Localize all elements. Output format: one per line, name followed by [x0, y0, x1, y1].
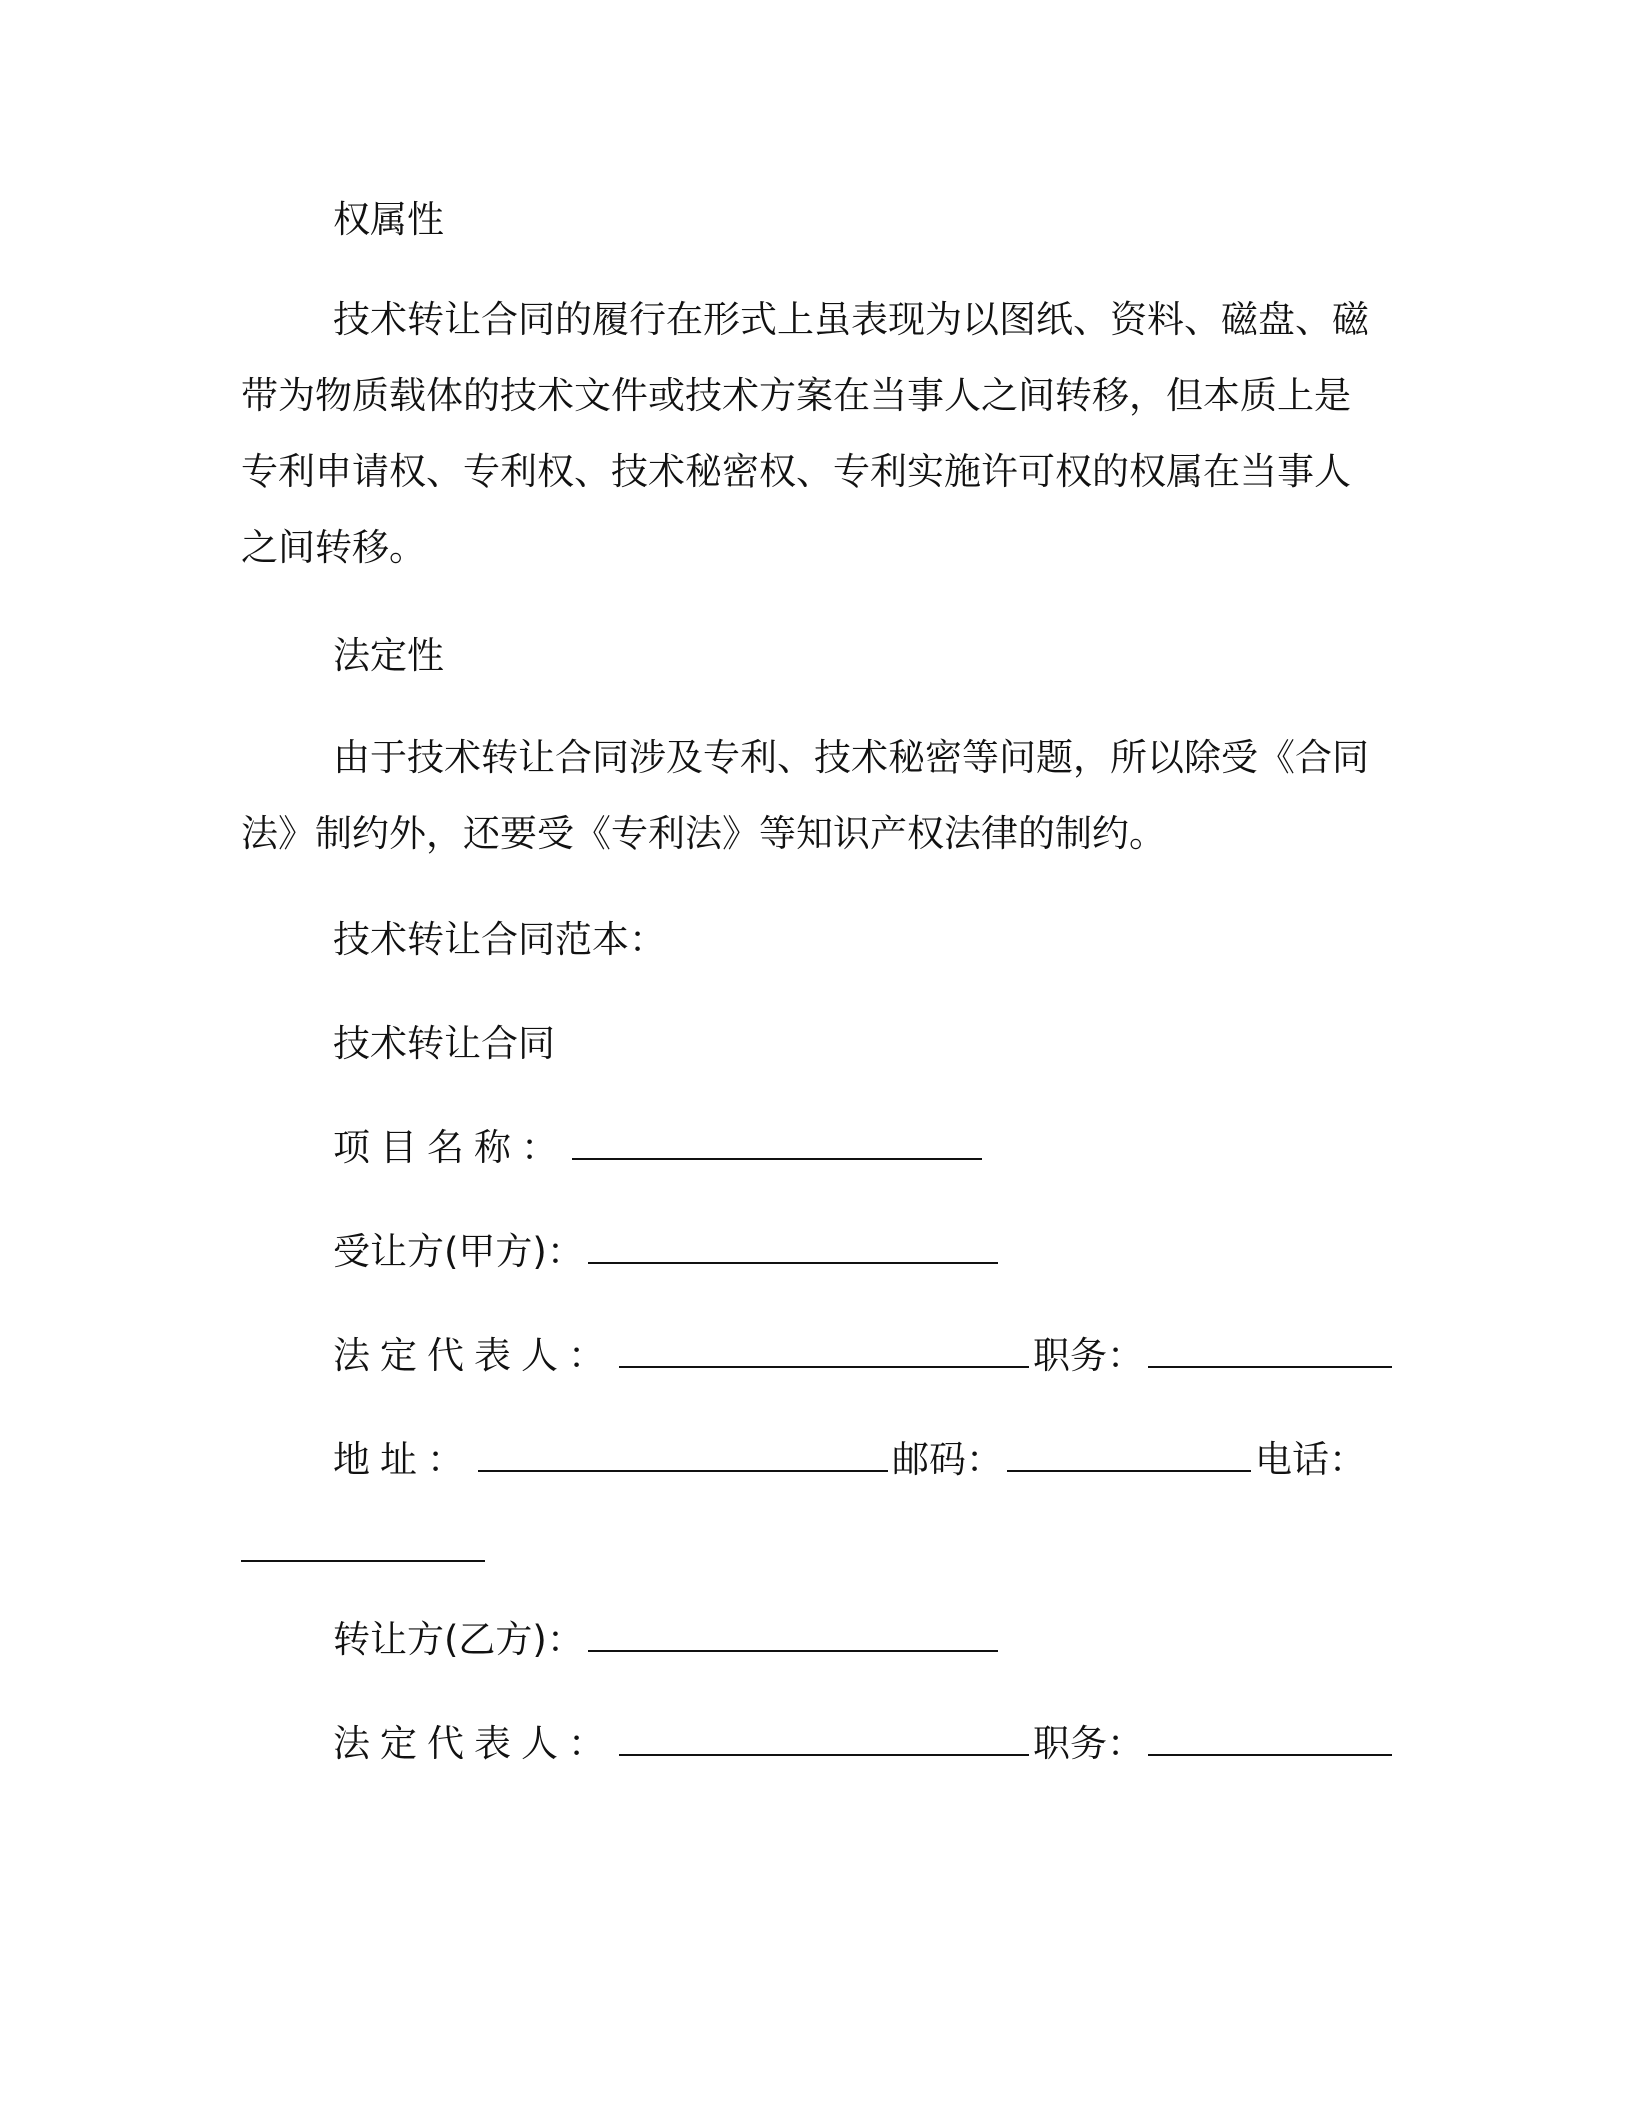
address-row — [333, 1438, 1366, 1482]
position-a-label: 职务： — [1033, 1334, 1144, 1377]
paragraph-ownership-line-3: 专利申请权、专利权、技术秘密权、专利实施许可权的权属在当事人 — [241, 450, 1351, 493]
phone-row — [241, 1528, 489, 1572]
postcode-blank[interactable] — [1007, 1440, 1251, 1472]
legal-rep-b-label: 法定代表人： — [333, 1722, 615, 1765]
phone-blank[interactable] — [241, 1530, 485, 1562]
legal-rep-b-blank[interactable] — [619, 1724, 1029, 1756]
legal-rep-a-label: 法定代表人： — [333, 1334, 615, 1377]
postcode-label: 邮码： — [892, 1438, 1003, 1481]
paragraph-legality-line-1: 由于技术转让合同涉及专利、技术秘密等问题，所以除受《合同 — [333, 736, 1369, 779]
paragraph-ownership-line-4: 之间转移。 — [241, 526, 426, 569]
project-name-blank[interactable] — [572, 1128, 982, 1160]
paragraph-ownership-line-1: 技术转让合同的履行在形式上虽表现为以图纸、资料、磁盘、磁 — [333, 298, 1369, 341]
sample-intro: 技术转让合同范本： — [333, 918, 666, 961]
position-a-blank[interactable] — [1148, 1336, 1392, 1368]
address-blank[interactable] — [478, 1440, 888, 1472]
paragraph-ownership-line-2: 带为物质载体的技术文件或技术方案在当事人之间转移，但本质上是 — [241, 374, 1351, 417]
party-b-label: 转让方(乙方)： — [333, 1618, 584, 1661]
position-b-blank[interactable] — [1148, 1724, 1392, 1756]
paragraph-legality-line-2: 法》制约外，还要受《专利法》等知识产权法律的制约。 — [241, 812, 1166, 855]
legal-rep-a-row — [333, 1334, 1396, 1378]
section-title-ownership: 权属性 — [333, 198, 444, 241]
phone-label: 电话： — [1255, 1438, 1366, 1481]
party-a-blank[interactable] — [588, 1232, 998, 1264]
party-b-row — [333, 1618, 1002, 1662]
project-name-label: 项目名称： — [333, 1126, 568, 1169]
party-a-label: 受让方(甲方)： — [333, 1230, 584, 1273]
contract-title: 技术转让合同 — [333, 1022, 555, 1065]
legal-rep-b-row — [333, 1722, 1396, 1766]
party-a-row — [333, 1230, 1002, 1274]
legal-rep-a-blank[interactable] — [619, 1336, 1029, 1368]
address-label: 地址： — [333, 1438, 474, 1481]
section-title-legality: 法定性 — [333, 634, 444, 677]
party-b-blank[interactable] — [588, 1620, 998, 1652]
position-b-label: 职务： — [1033, 1722, 1144, 1765]
project-name-row — [333, 1126, 986, 1170]
